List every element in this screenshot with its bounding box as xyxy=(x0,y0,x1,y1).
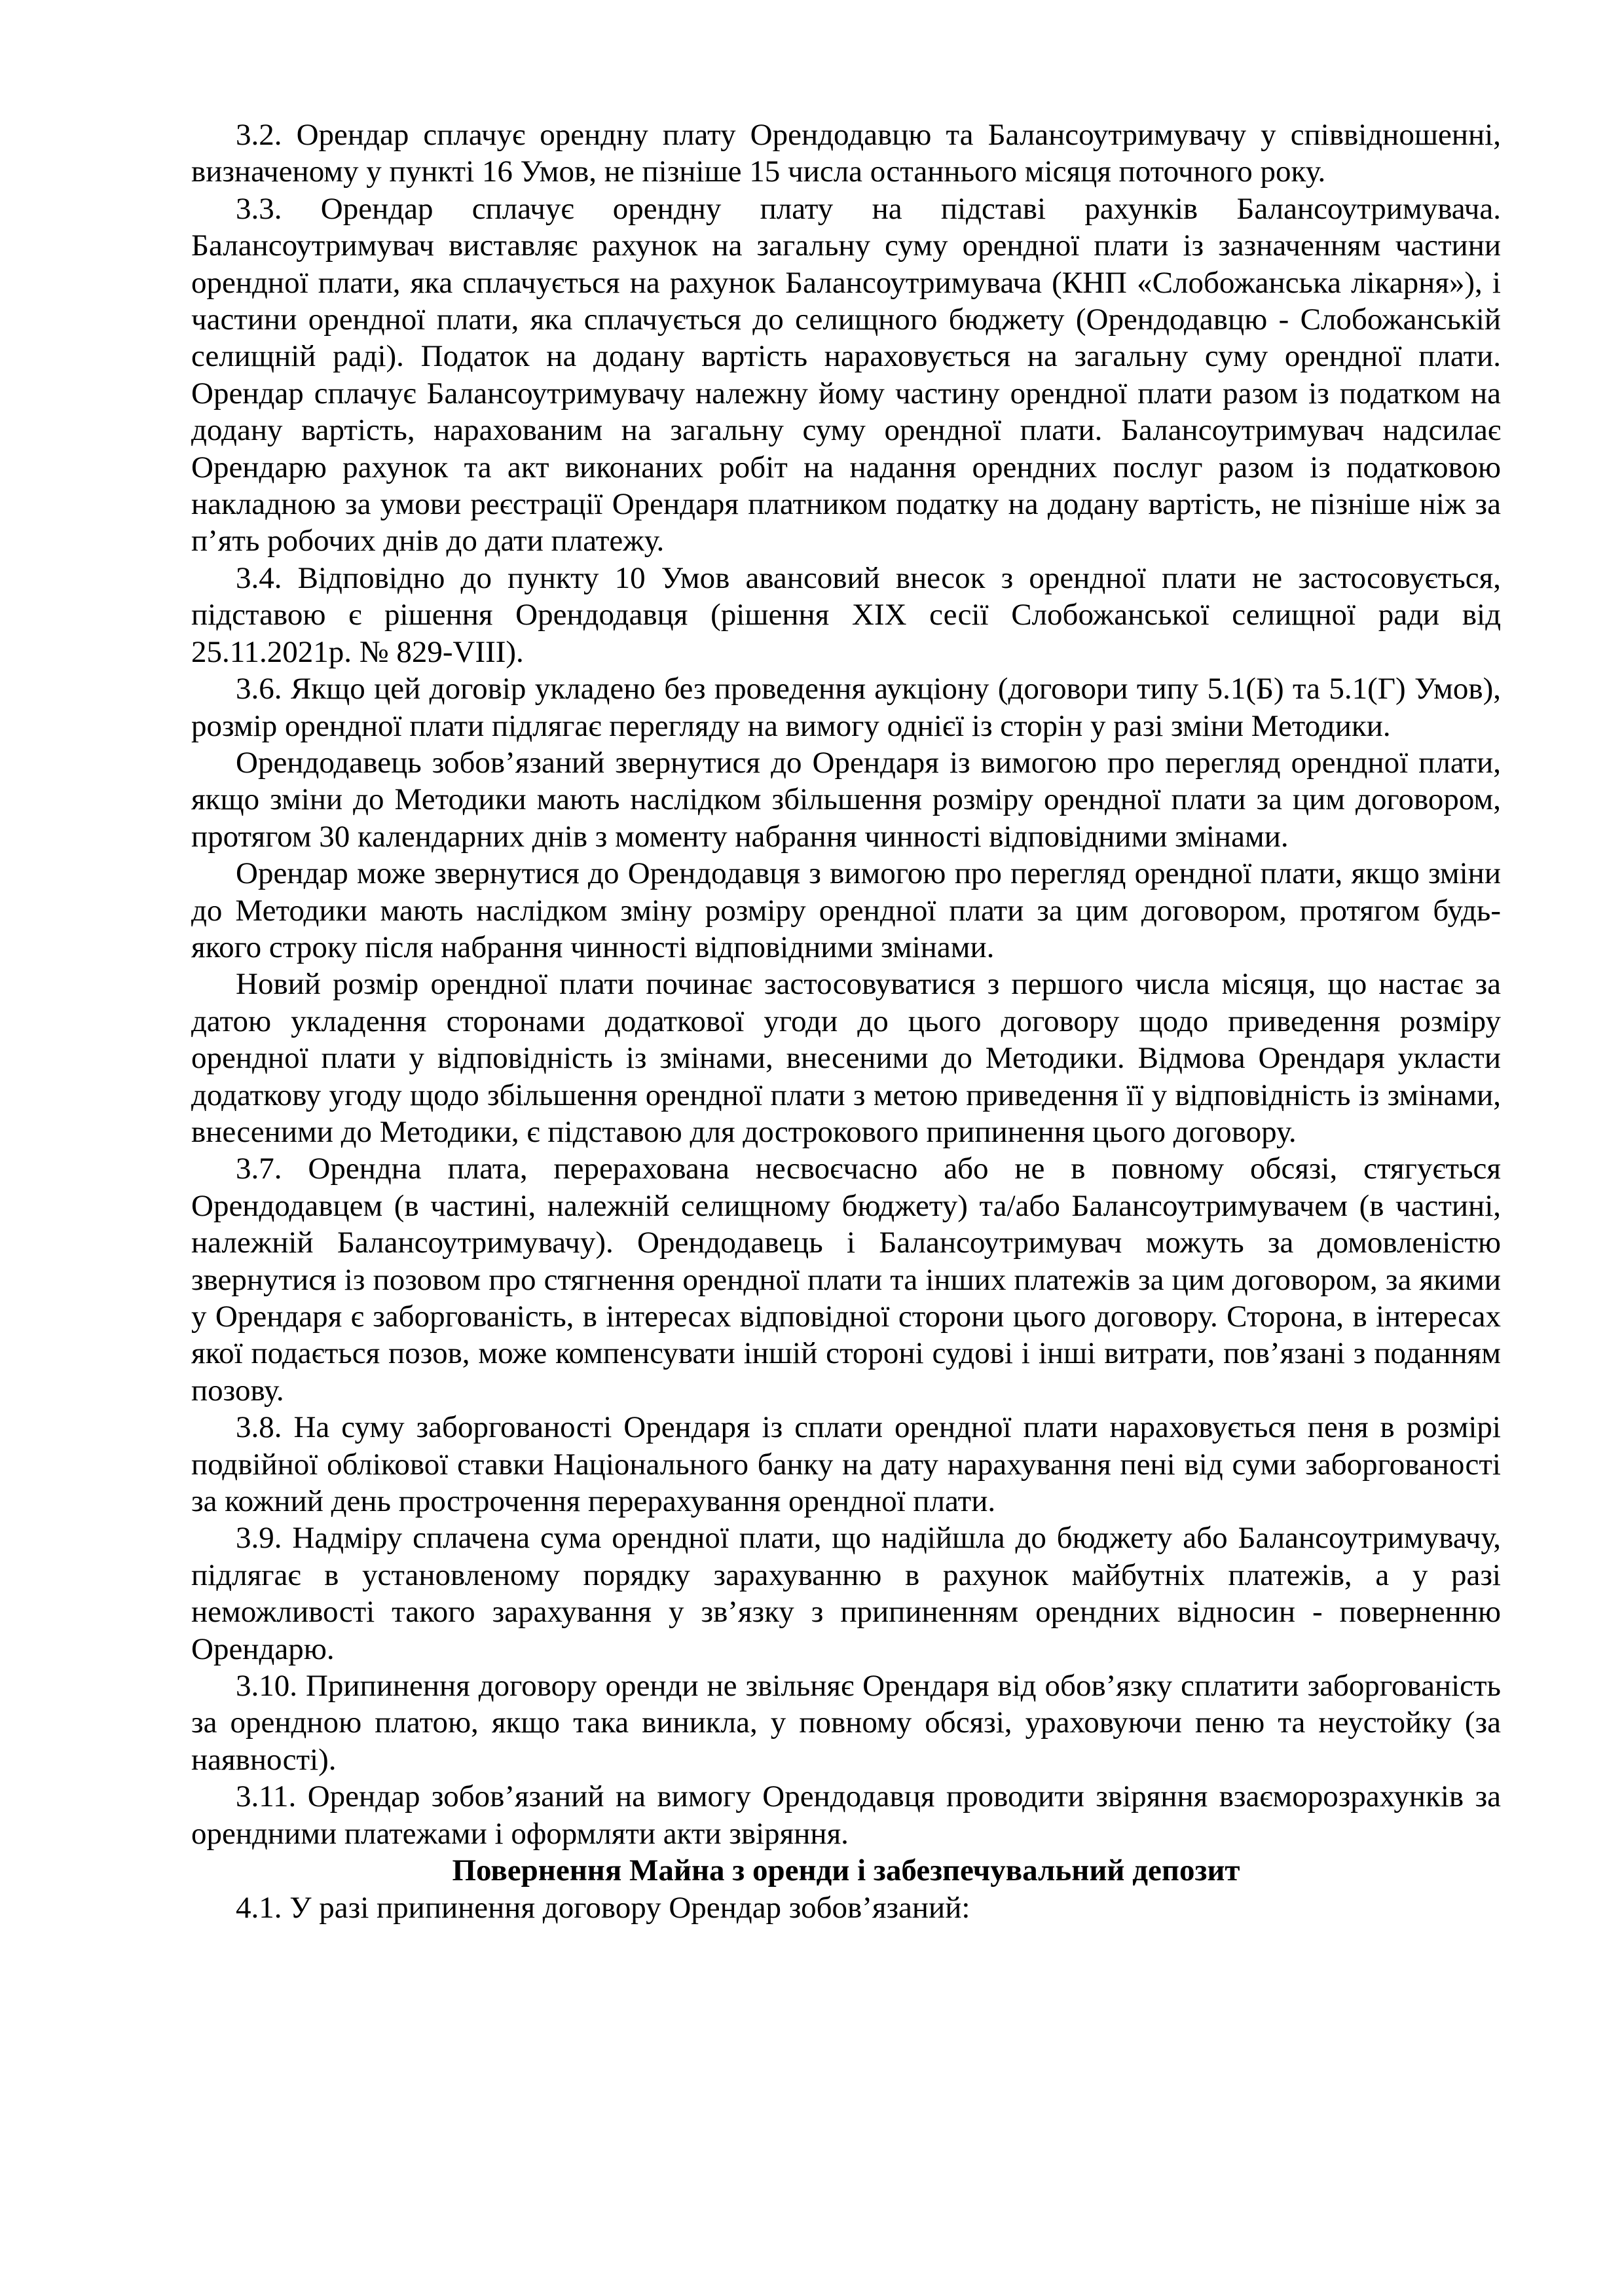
paragraph-3-6-landlord: Орендодавець зобов’язаний звернутися до Орендаря із вимогою про перегляд орендної плати, якщо зміни до Методики мають наслідком збільшення розміру орендної плати за цим договором, протягом 30 календарних днів з моменту набрання чинності відповідними змінами. xyxy=(191,745,1501,854)
paragraph-3-3: 3.3. Орендар сплачує орендну плату на підставі рахунків Балансоутримувача. Балансоутримувач виставляє рахунок на загальну суму орендної плати із зазначенням частини орендної плати, яка сплачується на рахунок Балансоутримувача (КНП «Слобожанська лікарня»), і частини орендної плати, яка сплачується до селищного бюджету (Орендодавцю - Слобожанській селищній раді). Податок на додану вартість нараховується на загальну суму орендної плати. Орендар сплачує Балансоутримувачу належну йому частину орендної плати разом із податком на додану вартість, нарахованим на загальну суму орендної плати. Балансоутримувач надсилає Орендарю рахунок та акт виконаних робіт на надання орендних послуг разом із податковою накладною за умови реєстрації Орендаря платником податку на додану вартість, не пізніше ніж за п’ять робочих днів до дати платежу. xyxy=(191,191,1501,558)
paragraph-3-6-new-rate: Новий розмір орендної плати починає застосовуватися з першого числа місяця, що настає за датою укладення сторонами додаткової угоди до цього договору щодо приведення розміру орендної плати у відповідність із змінами, внесеними до Методики. Відмова Орендаря укласти додаткову угоду щодо збільшення орендної плати з метою приведення її у відповідність із змінами, внесеними до Методики, є підставою для дострокового припинення цього договору. xyxy=(191,967,1501,1149)
paragraph-4-1: 4.1. У разі припинення договору Орендар зобов’язаний: xyxy=(236,1890,970,1925)
document-page xyxy=(191,117,1501,1926)
paragraph-3-4: 3.4. Відповідно до пункту 10 Умов авансовий внесок з орендної плати не застосовується, підставою є рішення Орендодавця (рішення XIX сесії Слобожанської селищної ради від 25.11.2021р. № 829-VIII). xyxy=(191,560,1501,669)
paragraph-3-8: 3.8. На суму заборгованості Орендаря із сплати орендної плати нараховується пеня в розмірі подвійної облікової ставки Національного банку на дату нарахування пені від суми заборгованості за кожний день прострочення перерахування орендної плати. xyxy=(191,1410,1501,1519)
paragraph-3-2: 3.2. Орендар сплачує орендну плату Орендодавцю та Балансоутримувачу у співвідношенні, визначеному у пункті 16 Умов, не пізніше 15 числа останнього місяця поточного року. xyxy=(191,118,1501,189)
paragraph-3-6: 3.6. Якщо цей договір укладено без проведення аукціону (договори типу 5.1(Б) та 5.1(Г) Умов), розмір орендної плати підлягає перегляду на вимогу однієї із сторін у разі зміни Методики. xyxy=(191,672,1501,743)
paragraph-3-7: 3.7. Орендна плата, перерахована несвоєчасно або не в повному обсязі, стягується Орендодавцем (в частині, належній селищному бюджету) та/або Балансоутримувачем (в частині, належній Балансоутримувачу). Орендодавець і Балансоутримувач можуть за домовленістю звернутися із позовом про стягнення орендної плати та інших платежів за цим договором, за якими у Орендаря є заборгованість, в інтересах відповідної сторони цього договору. Сторона, в інтересах якої подається позов, може компенсувати іншій стороні судові і інші витрати, пов’язані з поданням позову. xyxy=(191,1152,1501,1408)
paragraph-3-10: 3.10. Припинення договору оренди не звільняє Орендаря від обов’язку сплатити заборгованість за орендною платою, якщо така виникла, у повному обсязі, ураховуючи пеню та неустойку (за наявності). xyxy=(191,1669,1501,1777)
paragraph-3-11: 3.11. Орендар зобов’язаний на вимогу Орендодавця проводити звіряння взаєморозрахунків за орендними платежами і оформляти акти звіряння. xyxy=(191,1779,1501,1851)
section-heading: Повернення Майна з оренди і забезпечувальний депозит xyxy=(452,1853,1240,1888)
paragraph-3-9: 3.9. Надміру сплачена сума орендної плати, що надійшла до бюджету або Балансоутримувачу, підлягає в установленому порядку зарахуванню в рахунок майбутніх платежів, а у разі неможливості такого зарахування у зв’язку з припиненням орендних відносин - поверненню Орендарю. xyxy=(191,1521,1501,1666)
paragraph-3-6-tenant: Орендар може звернутися до Орендодавця з вимогою про перегляд орендної плати, якщо зміни до Методики мають наслідком зміну розміру орендної плати за цим договором, протягом будь-якого строку після набрання чинності відповідними змінами. xyxy=(191,856,1501,964)
